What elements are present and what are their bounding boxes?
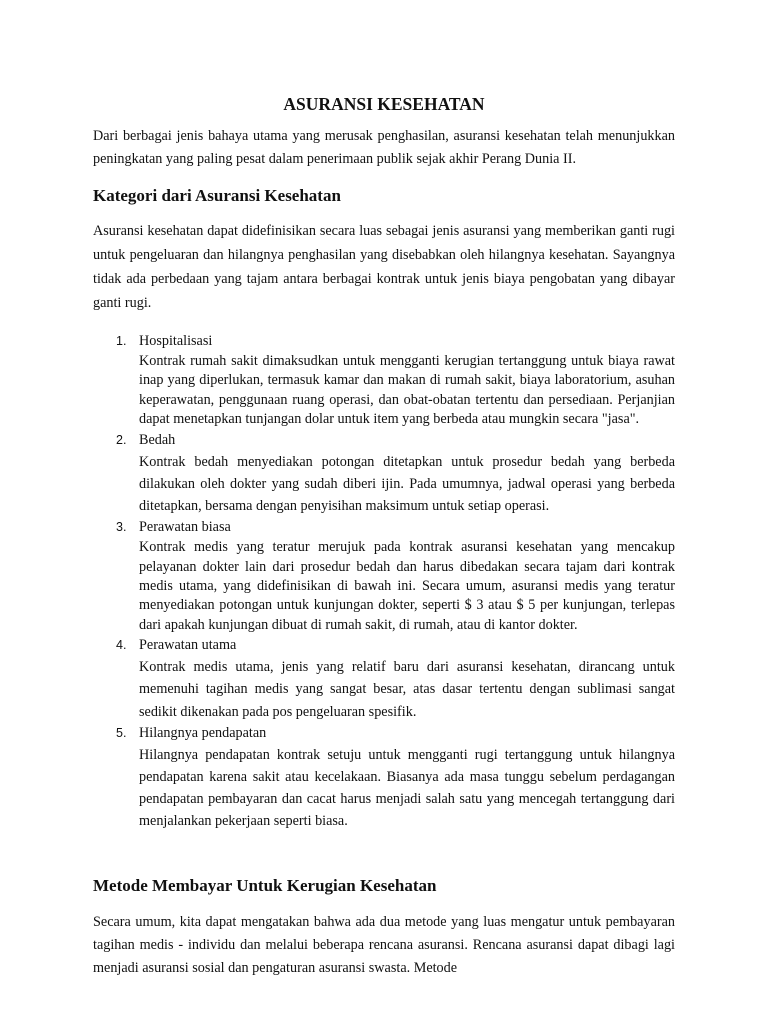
list-item [93,430,675,518]
intro-paragraph: Dari berbagai jenis bahaya utama yang merusak penghasilan, asuransi kesehatan telah menunjukkan peningkatan yang paling pesat dalam penerimaan publik sejak akhir Perang Dunia II. [93,128,675,167]
list-item-title: Perawatan utama [139,637,237,654]
categories-list [93,331,675,833]
document-title: ASURANSI KESEHATAN [283,94,485,114]
list-item-body: Kontrak medis yang teratur merujuk pada kontrak asuransi kesehatan yang mencakup pelayanan dokter lain dari prosedur bedah dan harus dibedakan secara tajam dari kontrak medis utama, yang didefinisikan di bawah ini. Secara umum, asuransi medis yang teratur menyediakan potongan untuk kunjungan dokter, seperti $ 3 atau $ 5 per kunjungan, terlepas dari apakah kunjungan dibuat di rumah sakit, di rumah, atau di kantor dokter. [139,539,675,633]
list-item [93,723,675,833]
list-item-number: 3. [116,520,127,535]
payment-methods-paragraph: Secara umum, kita dapat mengatakan bahwa ada dua metode yang luas mengatur untuk pembayaran tagihan medis - individu dan melalui beberapa rencana asuransi. Rencana asuransi dapat dibagi lagi menjadi asuransi sosial dan pengaturan asuransi swasta. Metode [93,913,675,976]
list-item-number: 5. [116,725,127,740]
list-item [93,517,675,635]
list-item-title: Hospitalisasi [139,333,213,349]
list-item-body: Kontrak rumah sakit dimaksudkan untuk mengganti kerugian tertanggung untuk biaya rawat inap yang diperlukan, termasuk kamar dan makan di rumah sakit, biaya laboratorium, asuhan keperawatan, penggunaan ruang operasi, dan obat-obatan tertentu dan persediaan. Perjanjian dapat menetapkan tunjangan dolar untuk item yang berbeda atau mungkin secara "jasa". [139,353,675,428]
list-item-number: 4. [116,638,127,653]
list-item [93,635,675,723]
section-heading-payment-methods: Metode Membayar Untuk Kerugian Kesehatan [93,875,437,895]
categories-paragraph: Asuransi kesehatan dapat didefinisikan secara luas sebagai jenis asuransi yang memberikan ganti rugi untuk pengeluaran dan hilangnya penghasilan yang disebabkan oleh hilangnya kesehatan. Sayangnya tidak ada perbedaan yang tajam antara berbagai kontrak untuk jenis biaya pengobatan yang dibayar ganti rugi. [93,223,675,311]
list-item-number: 2. [116,432,127,447]
list-item-title: Perawatan biasa [139,519,231,536]
list-item [93,331,675,430]
document-page [93,93,675,980]
list-item-body: Kontrak medis utama, jenis yang relatif baru dari asuransi kesehatan, dirancang untuk memenuhi tagihan medis yang sangat besar, atas dasar tertentu dengan sublimasi sangat sedikit dikenakan pada pos pengeluaran spesifik. [139,659,675,720]
section-heading-categories: Kategori dari Asuransi Kesehatan [93,186,341,205]
list-item-number: 1. [116,334,127,348]
list-item-body: Kontrak bedah menyediakan potongan ditetapkan untuk prosedur bedah yang berbeda dilakukan oleh dokter yang sudah diberi ijin. Pada umumnya, jadwal operasi yang berbeda ditetapkan, bersama dengan penyisihan maksimum untuk setiap operasi. [139,453,675,515]
list-item-title: Hilangnya pendapatan [139,724,267,741]
list-item-body: Hilangnya pendapatan kontrak setuju untuk mengganti rugi tertanggung untuk hilangnya pendapatan karena sakit atau kecelakaan. Biasanya ada masa tunggu sebelum perdagangan pendapatan pembayaran dan cacat harus menjadi salah satu yang mencegah tertanggung dari menjalankan pekerjaan seperti biasa. [139,746,675,830]
list-item-title: Bedah [139,431,176,448]
